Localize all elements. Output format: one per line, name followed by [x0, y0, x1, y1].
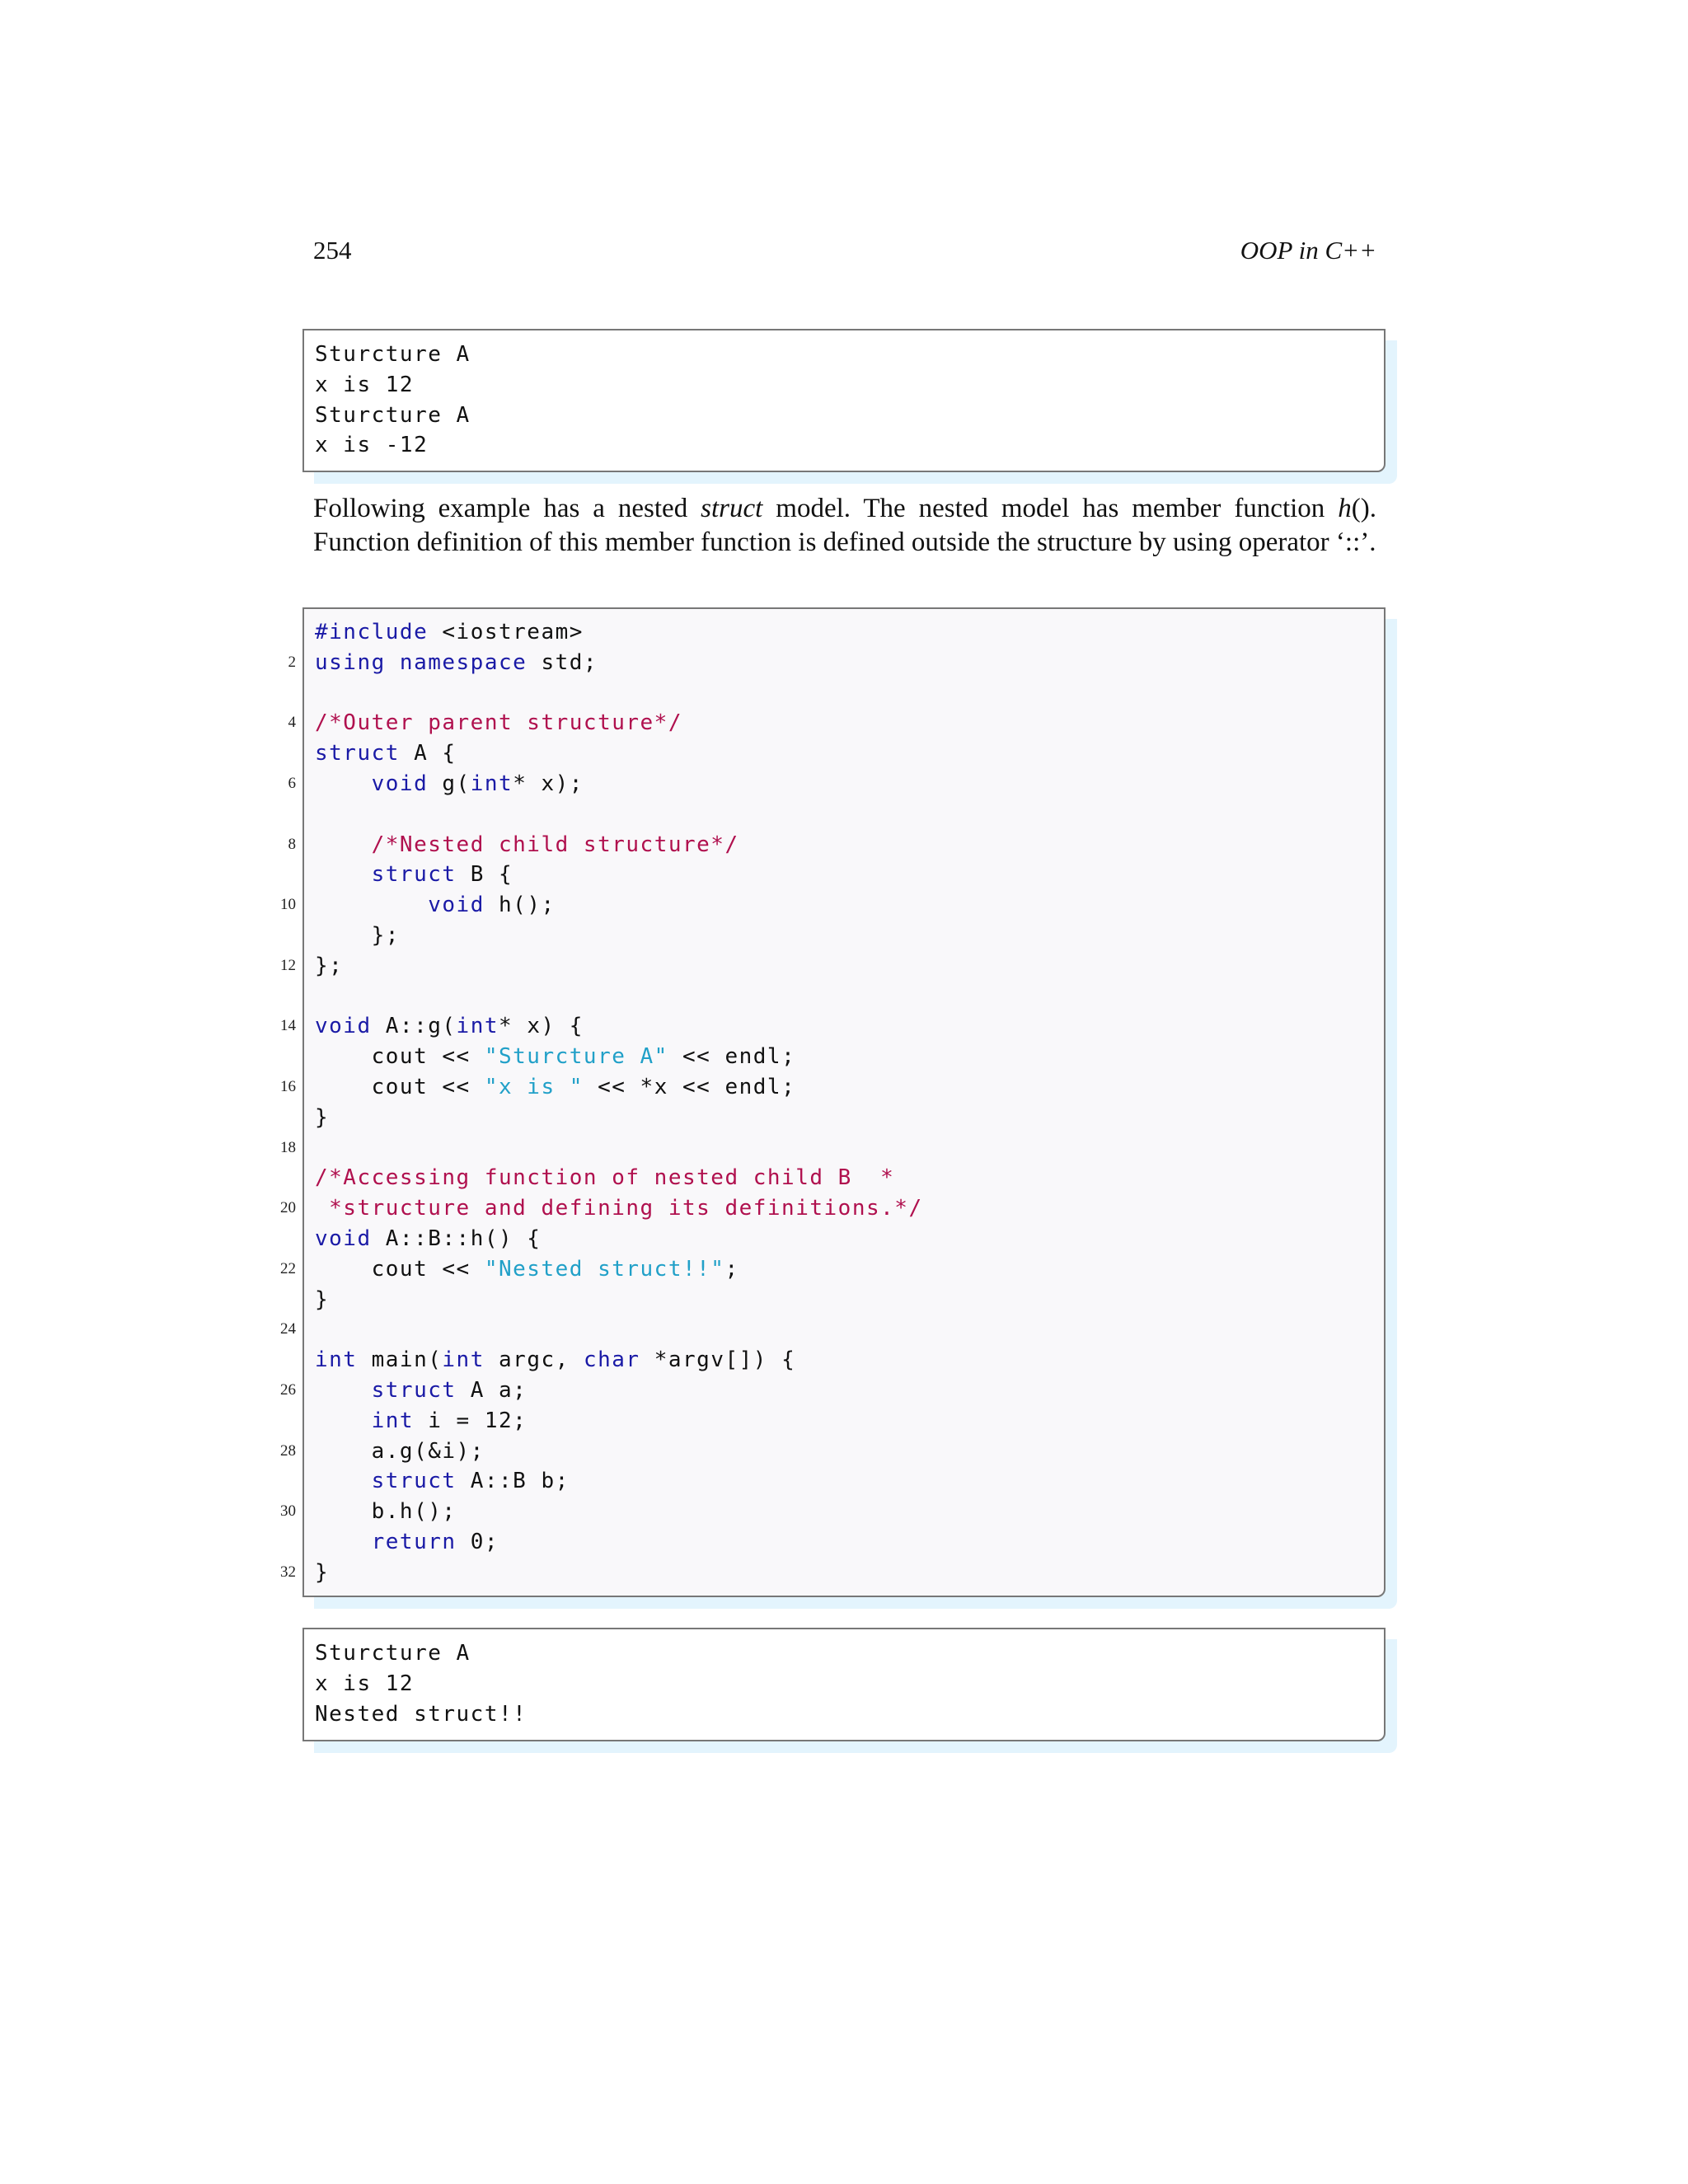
code-token: int — [470, 771, 513, 796]
code-listing — [280, 607, 1386, 1597]
line-number: 8 — [288, 835, 296, 853]
line-number: 16 — [280, 1077, 296, 1095]
code-token: b.h(); — [315, 1499, 457, 1525]
code-line — [304, 1042, 1384, 1072]
code-token: cout << — [315, 1044, 485, 1070]
paragraph-text: Following example has a nested — [313, 494, 701, 523]
line-number: 4 — [288, 714, 296, 732]
code-token: char — [583, 1347, 640, 1373]
code-token: *structure and defining its definitions.*/ — [315, 1196, 923, 1221]
line-number: 2 — [288, 653, 296, 671]
code-line — [304, 678, 1384, 709]
code-token: * x); — [513, 771, 584, 796]
code-line — [304, 1103, 1384, 1133]
code-token — [315, 1469, 372, 1493]
code-line — [280, 1133, 1384, 1164]
code-line — [280, 1072, 1384, 1103]
code-token: std; — [527, 649, 598, 675]
code-token: <iostream> — [428, 620, 584, 644]
line-number: 14 — [280, 1017, 296, 1035]
line-number: 30 — [280, 1502, 296, 1521]
code-token: struct — [371, 1377, 457, 1403]
code-line — [280, 1193, 1384, 1224]
code-token: argc, — [484, 1347, 584, 1373]
code-token: 0; — [456, 1529, 499, 1554]
code-token: }; — [315, 922, 400, 948]
line-number: 6 — [288, 774, 296, 792]
code-token: void — [371, 771, 429, 796]
output-line: Sturcture A — [315, 402, 471, 428]
output-line: Nested struct!! — [315, 1701, 528, 1727]
code-token: g( — [428, 771, 471, 796]
code-line — [288, 648, 1384, 678]
code-token: A::B::h() { — [371, 1226, 542, 1251]
paragraph-text: (). Function definition of this member function is defined outside the structure by using operator ‘::’. — [313, 494, 1376, 557]
output-line: Sturcture A — [315, 1641, 471, 1666]
code-token: struct — [371, 1469, 457, 1494]
code-token: A::B b; — [456, 1469, 570, 1494]
code-token: int — [456, 1014, 499, 1039]
code-token: A { — [399, 741, 457, 766]
code-token: } — [315, 1559, 330, 1585]
code-token: cout << — [315, 1256, 485, 1282]
code-token: /*Nested child structure*/ — [371, 832, 739, 857]
line-number: 10 — [280, 896, 296, 914]
code-token — [315, 1530, 372, 1554]
code-token: void — [315, 1226, 372, 1251]
code-token: << *x << endl; — [583, 1074, 796, 1099]
code-token: } — [315, 1104, 330, 1130]
line-number: 18 — [280, 1138, 296, 1156]
line-number: 12 — [280, 956, 296, 974]
output-box-1 — [302, 329, 1386, 472]
code-line — [304, 860, 1384, 890]
code-token: ; — [724, 1256, 739, 1282]
output-line: x is 12 — [315, 1671, 415, 1696]
code-token: a.g(&i); — [315, 1438, 485, 1464]
code-line — [280, 1497, 1384, 1527]
code-line — [288, 708, 1384, 738]
paragraph-text: model. The nested model has member function — [762, 494, 1339, 523]
code-line — [304, 1285, 1384, 1315]
code-token: struct — [315, 741, 400, 766]
output-line: Sturcture A — [315, 342, 471, 367]
code-line — [280, 1376, 1384, 1406]
code-token: h(); — [484, 893, 556, 918]
code-line — [280, 890, 1384, 921]
line-number: 22 — [280, 1259, 296, 1277]
code-line — [304, 1406, 1384, 1436]
code-token: B { — [456, 862, 513, 888]
code-token: struct — [371, 862, 457, 888]
body-paragraph — [313, 492, 1376, 559]
code-line — [304, 617, 1384, 648]
code-token: using namespace — [315, 649, 528, 675]
code-line — [304, 738, 1384, 769]
code-token — [315, 893, 428, 917]
code-token: main( — [357, 1347, 443, 1373]
code-token: } — [315, 1286, 330, 1312]
code-token — [315, 862, 372, 887]
line-number: 32 — [280, 1563, 296, 1581]
output-line: x is -12 — [315, 433, 429, 458]
code-token: }; — [315, 953, 344, 978]
code-token: "Sturcture A" — [484, 1044, 668, 1070]
code-line — [280, 1315, 1384, 1345]
paragraph-italic: struct — [701, 494, 763, 523]
code-token: "Nested struct!!" — [484, 1256, 725, 1282]
code-line — [304, 1163, 1384, 1193]
code-line — [280, 1254, 1384, 1285]
code-line — [304, 1345, 1384, 1376]
code-token: int — [371, 1408, 415, 1433]
line-number: 28 — [280, 1441, 296, 1460]
code-line — [280, 951, 1384, 982]
code-line — [304, 982, 1384, 1012]
code-line — [280, 1558, 1384, 1588]
code-line — [304, 921, 1384, 951]
code-token: void — [315, 1014, 372, 1039]
output-box-2 — [302, 1628, 1386, 1741]
code-token: int — [442, 1347, 485, 1373]
code-token: cout << — [315, 1074, 485, 1099]
code-line — [280, 1011, 1384, 1042]
code-token: #include — [315, 620, 429, 644]
code-token: void — [428, 893, 485, 918]
page-number: 254 — [313, 236, 352, 265]
code-token — [315, 1378, 372, 1403]
code-token: /*Outer parent structure*/ — [315, 710, 682, 736]
running-title: OOP in C++ — [1240, 236, 1376, 265]
code-token: A a; — [456, 1377, 528, 1403]
output-line: x is 12 — [315, 372, 415, 397]
line-number: 26 — [280, 1380, 296, 1399]
code-token: << endl; — [668, 1044, 796, 1070]
code-token: return — [371, 1529, 457, 1554]
code-line — [304, 1527, 1384, 1558]
code-token: i = 12; — [414, 1408, 528, 1433]
code-line — [304, 1224, 1384, 1254]
code-token: /*Accessing function of nested child B * — [315, 1165, 895, 1191]
code-token: int — [315, 1347, 358, 1373]
paragraph-italic: h — [1338, 494, 1352, 523]
code-line — [288, 769, 1384, 799]
line-number: 20 — [280, 1199, 296, 1217]
code-line — [304, 1466, 1384, 1497]
line-number: 24 — [280, 1320, 296, 1338]
code-token: * x) { — [499, 1014, 584, 1039]
code-line — [288, 830, 1384, 860]
code-token — [315, 832, 372, 857]
code-token: *argv[]) { — [640, 1347, 796, 1373]
code-token: A::g( — [371, 1014, 457, 1039]
code-line — [280, 1436, 1384, 1467]
code-token — [315, 771, 372, 796]
code-token: "x is " — [484, 1074, 584, 1099]
code-token — [315, 1408, 372, 1433]
code-line — [304, 799, 1384, 830]
